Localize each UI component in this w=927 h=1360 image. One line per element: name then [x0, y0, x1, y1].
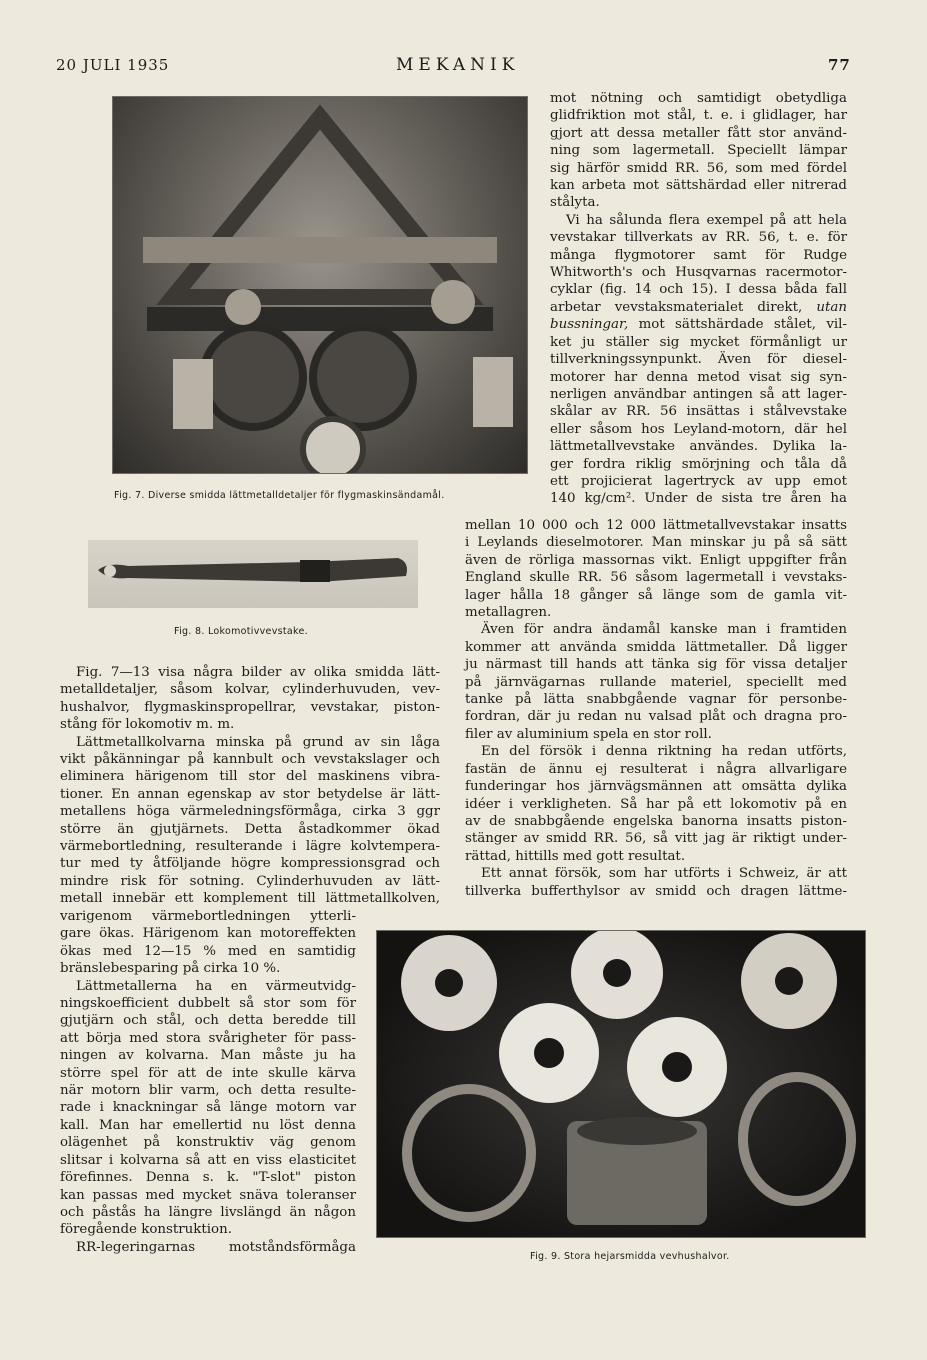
text-line: även de rörliga massornas vikt. Enligt uppgifter från: [465, 552, 847, 568]
fig7-caption: Fig. 7. Diverse smidda lättmetalldetaljer för flygmaskinsändamål.: [114, 490, 445, 501]
text-line: sig härför smidd RR. 56, som med fördel: [550, 160, 847, 176]
text-line: tillverka bufferthylsor av smidd och dragen lättme-: [465, 883, 847, 899]
text-line: förefinnes. Denna s. k. "T-slot" piston: [60, 1170, 356, 1186]
text-line: av de snabbgående engelska banorna insatts piston-: [465, 813, 847, 829]
text-line: metallagren.: [465, 605, 552, 621]
left-column: [60, 664, 440, 908]
text-line: [550, 316, 847, 333]
text-line: idéer i verkligheten. Så har på ett lokomotiv på en: [465, 796, 847, 812]
fig7-illustration: [113, 97, 527, 473]
text-line: ket ju ställer sig mycket förmånligt ur: [550, 334, 847, 350]
text-line: rättad, hittills med gott resultat.: [465, 848, 686, 864]
text-line: tur med ty åtföljande högre kompressionsgrad och: [60, 856, 440, 872]
text-line: Lättmetallkolvarna minska på grund av sin låga: [76, 734, 440, 750]
text-line: glidfriktion mot stål, t. e. i glidlager, har: [550, 108, 847, 124]
text-line: ningskoefficient dubbelt så stor som för: [60, 996, 356, 1012]
text-segment: arbetar vevstaksmaterialet direkt,: [550, 299, 803, 315]
text-line: och påstås ha längre livslängd än någon: [60, 1204, 356, 1220]
text-line: skålar av RR. 56 insättas i stålvevstake: [550, 404, 847, 420]
emphasis-text: bussningar,: [550, 317, 629, 333]
text-line: funderingar hos järnvägsmännen att omsätta dylika: [465, 779, 847, 795]
text-line: eliminera härigenom till stor del maskinens vibra-: [60, 769, 440, 785]
half-5-hole: [662, 1052, 692, 1082]
small-end-hole: [104, 565, 116, 577]
fig9-photo: [376, 930, 866, 1238]
text-line: 140 kg/cm². Under de sista tre åren ha: [550, 491, 847, 507]
text-line: cyklar (fig. 14 och 15). I dessa båda fall: [550, 282, 847, 298]
text-line: vevstakar tillverkats av RR. 56, t. e. för: [550, 230, 847, 246]
piston-small-2: [431, 280, 475, 324]
text-line: ger fordra riklig smörjning och tåla då: [550, 456, 847, 472]
text-line: eller såsom hos Leyland-motorn, där hel: [550, 421, 847, 437]
conrod-bar: [143, 237, 497, 263]
text-line: filer av aluminium spela en stor roll.: [465, 726, 712, 742]
text-line: hushalvor, flygmaskinspropellrar, vevstakar, piston-: [60, 699, 440, 715]
text-line: ökas med 12—15 % med en samtidig: [60, 943, 356, 959]
text-line: stänger av smidd RR. 56, så vitt jag är riktigt under-: [465, 831, 847, 847]
text-line: Även för andra ändamål kanske man i framtiden: [481, 622, 847, 638]
conrod-shape: [98, 558, 407, 582]
text-line: motorer har denna metod visat sig syn-: [550, 369, 847, 385]
text-line: olägenhet på konstruktiv väg genom: [60, 1135, 356, 1151]
text-line: större än gjutjärnets. Detta åstadkommer ökad: [60, 821, 440, 837]
fig7-photo: [112, 96, 528, 474]
text-line: metalldetaljer, såsom kolvar, cylinderhuvuden, vev-: [60, 682, 440, 698]
text-line: ningen av kolvarna. Man måste ju ha: [60, 1048, 356, 1064]
half-4-hole: [534, 1038, 564, 1068]
text-line: varigenom värmebortledningen ytterli-: [60, 909, 356, 924]
text-line: rade i knackningar så länge motorn var: [60, 1100, 356, 1116]
text-line: kan passas med mycket snäva toleranser: [60, 1187, 356, 1203]
text-line: värmebortledning, resulterande i lägre kolvtempera-: [60, 839, 440, 855]
a-frame: [173, 117, 467, 297]
text-line: Ett annat försök, som har utförts i Schweiz, är att: [481, 866, 847, 882]
fig9-caption: Fig. 9. Stora hejarsmidda vevhushalvor.: [530, 1251, 730, 1262]
left-narrow-column: [60, 908, 356, 1256]
journal-title: MEKANIK: [396, 55, 520, 75]
text-line: vikt påkänningar på kannbult och vevstakslager och: [60, 752, 440, 768]
half-3-hole: [775, 967, 803, 995]
half-2-hole: [603, 959, 631, 987]
text-line: ning som lagermetall. Speciellt lämpar: [550, 143, 847, 159]
text-line: många flygmotorer samt för Rudge: [550, 247, 847, 263]
text-line: kan arbeta mot sättshärdad eller nitrerad: [550, 178, 847, 194]
text-line: ett projicierat lagertryck av upp emot: [550, 473, 847, 489]
text-line: när motorn blir varm, och detta resulte-: [60, 1083, 356, 1099]
text-line: [550, 299, 847, 316]
ring-left: [407, 1089, 531, 1217]
text-line: fordran, där ju redan nu valsad plåt och dragna pro-: [465, 709, 847, 725]
text-line: En del försök i denna riktning ha redan utförts,: [481, 744, 847, 760]
issue-date: 20 JULI 1935: [56, 56, 170, 74]
big-end: [300, 560, 330, 582]
page-number: 77: [828, 56, 851, 74]
housing-top: [577, 1117, 697, 1145]
text-line: mot nötning och samtidigt obetydliga: [550, 91, 847, 106]
text-line: fastän de ännu ej resulterat i några allvarligare: [465, 761, 847, 777]
text-line: tillverkningssynpunkt. Även för diesel-: [550, 352, 847, 368]
text-line: på järnvägarnas rullande materiel, speciellt med: [465, 674, 847, 690]
text-line: bränslebesparing på cirka 10 %.: [60, 961, 281, 977]
text-line: Whitworth's och Husqvarnas racermotor-: [550, 265, 847, 281]
gear-part: [303, 419, 363, 473]
text-line: nerligen användbar antingen så att lager-: [550, 386, 847, 402]
text-segment: mot sättshärdade stålet, vil-: [638, 317, 847, 333]
half-1-hole: [435, 969, 463, 997]
fig8-caption: Fig. 8. Lokomotivvevstake.: [174, 626, 308, 637]
text-line: stång för lokomotiv m. m.: [60, 717, 235, 733]
text-line: kommer att använda smidda lättmetaller. Då ligger: [465, 639, 847, 655]
piston-right: [473, 357, 513, 427]
text-line: slitsar i kolvarna så att en viss elasticitet: [60, 1152, 356, 1168]
emphasis-text: utan: [816, 299, 847, 315]
mid-column: [465, 517, 847, 900]
piston-small: [225, 289, 261, 325]
piston-left: [173, 359, 213, 429]
text-line: stålyta.: [550, 195, 600, 211]
fig9-illustration: [377, 931, 865, 1237]
text-line: föregående konstruktion.: [60, 1222, 232, 1238]
text-line: lättmetallvevstake användes. Dylika la-: [550, 439, 847, 455]
text-line: tioner. En annan egenskap av stor betydelse är lätt-: [60, 786, 440, 802]
fig8-illustration: [88, 540, 418, 608]
text-line: Lättmetallerna ha en värmeutvidg-: [76, 978, 356, 994]
text-line: RR-legeringarnas motståndsförmåga: [76, 1239, 356, 1255]
ring-right: [743, 1077, 851, 1201]
text-line: att börja med stora svårigheter för pass-: [60, 1030, 356, 1046]
text-line: ju närmast till hands att tänka sig för vissa detaljer: [465, 657, 847, 673]
text-line: lager hålla 18 gånger så länge som de gamla vit-: [465, 587, 847, 603]
text-line: metallens höga värmeledningsförmåga, cirka 3 ggr: [60, 804, 440, 820]
text-line: mindre risk för sotning. Cylinderhuvuden av lätt-: [60, 873, 440, 889]
fig8-photo: [88, 540, 418, 608]
text-line: tanke på lätta snabbgående vagnar för personbe-: [465, 692, 847, 708]
crankcase-right: [313, 327, 413, 427]
text-line: Vi ha sålunda flera exempel på att hela: [566, 212, 847, 228]
crankcase-left: [203, 327, 303, 427]
text-line: Fig. 7—13 visa några bilder av olika smidda lätt-: [76, 665, 440, 680]
text-line: gjutjärn och stål, och detta beredde till: [60, 1013, 356, 1029]
text-line: mellan 10 000 och 12 000 lättmetallvevstakar insatts: [465, 518, 847, 533]
text-line: England skulle RR. 56 såsom lagermetall i vevstaks-: [465, 570, 847, 586]
text-line: i Leylands dieselmotorer. Man minskar ju på så sätt: [465, 535, 847, 551]
text-line: gjort att dessa metaller fått stor använd-: [550, 125, 847, 141]
right-column: [550, 90, 847, 508]
text-line: metall innebär ett komplement till lättmetallkolven,: [60, 891, 440, 907]
text-line: kall. Man har emellertid nu löst denna: [60, 1117, 356, 1133]
text-line: större spel för att de inte skulle kärva: [60, 1065, 356, 1081]
text-line: gare ökas. Härigenom kan motoreffekten: [60, 926, 356, 942]
